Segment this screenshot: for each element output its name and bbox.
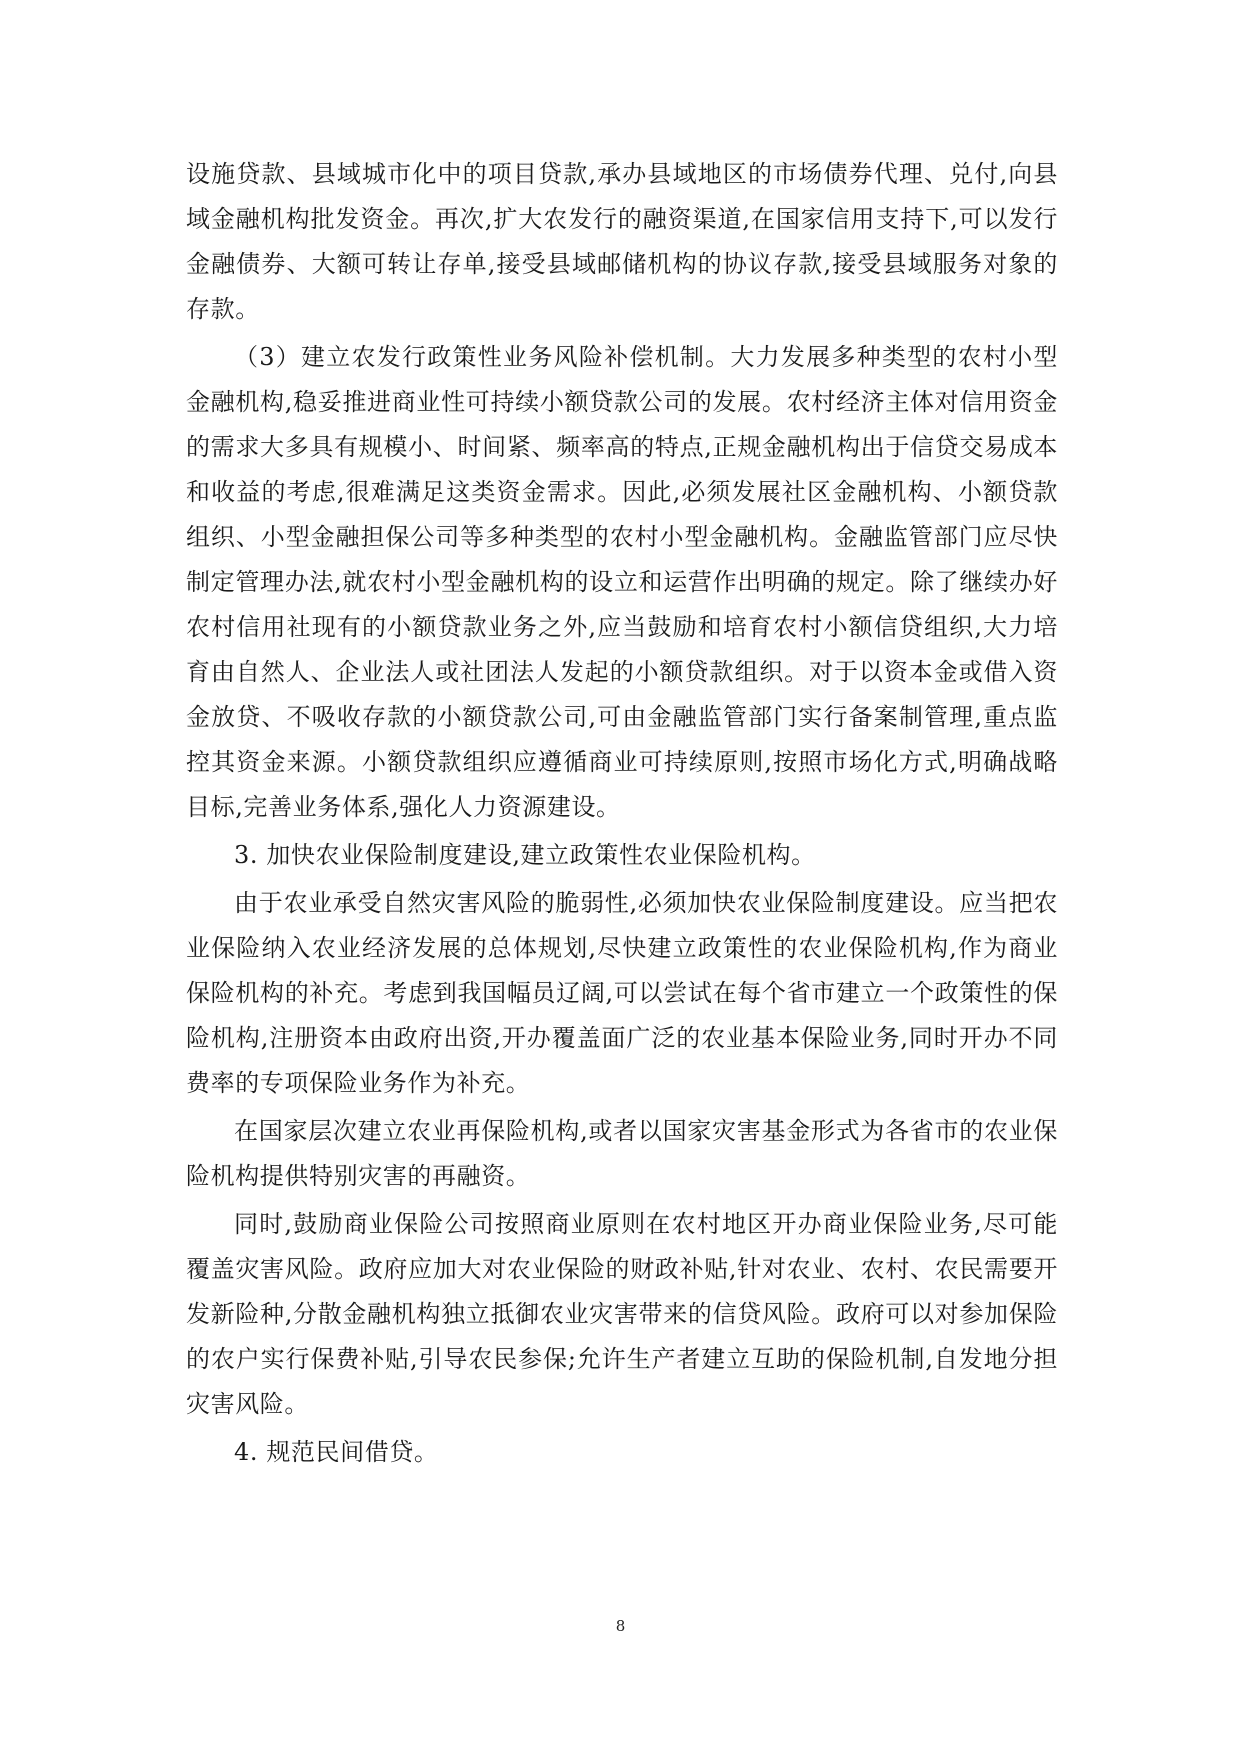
paragraph-continuation: 设施贷款、县域城市化中的项目贷款,承办县域地区的市场债券代理、兑付,向县域金融机构批发资金。再次,扩大农发行的融资渠道,在国家信用支持下,可以发行金融债券、大额可转让存单,接受县域邮储机构的协议存款,接受县域服务对象的存款。 [186, 160, 1058, 323]
heading-agricultural-insurance: 3. 加快农业保险制度建设,建立政策性农业保险机构。 [234, 841, 816, 869]
paragraph-reinsurance: 在国家层次建立农业再保险机构,或者以国家灾害基金形式为各省市的农业保险机构提供特别灾害的再融资。 [186, 1117, 1058, 1190]
paragraph-risk-compensation: （3）建立农发行政策性业务风险补偿机制。大力发展多种类型的农村小型金融机构,稳妥推进商业性可持续小额贷款公司的发展。农村经济主体对信用资金的需求大多具有规模小、时间紧、频率高的特点,正规金融机构出于信贷交易成本和收益的考虑,很难满足这类资金需求。因此,必须发展社区金融机构、小额贷款组织、小型金融担保公司等多种类型的农村小型金融机构。金融监管部门应尽快制定管理办法,就农村小型金融机构的设立和运营作出明确的规定。除了继续办好农村信用社现有的小额贷款业务之外,应当鼓励和培育农村小额信贷组织,大力培育由自然人、企业法人或社团法人发起的小额贷款组织。对于以资本金或借入资金放贷、不吸收存款的小额贷款公司,可由金融监管部门实行备案制管理,重点监控其资金来源。小额贷款组织应遵循商业可持续原则,按照市场化方式,明确战略目标,完善业务体系,强化人力资源建设。 [186, 343, 1058, 821]
paragraph-commercial-insurance: 同时,鼓励商业保险公司按照商业原则在农村地区开办商业保险业务,尽可能覆盖灾害风险。政府应加大对农业保险的财政补贴,针对农业、农村、农民需要开发新险种,分散金融机构独立抵御农业灾害带来的信贷风险。政府可以对参加保险的农户实行保费补贴,引导农民参保;允许生产者建立互助的保险机制,自发地分担灾害风险。 [186, 1210, 1058, 1418]
document-body [186, 152, 1058, 1478]
paragraph-insurance-system: 由于农业承受自然灾害风险的脆弱性,必须加快农业保险制度建设。应当把农业保险纳入农业经济发展的总体规划,尽快建立政策性的农业保险机构,作为商业保险机构的补充。考虑到我国幅员辽阔,可以尝试在每个省市建立一个政策性的保险机构,注册资本由政府出资,开办覆盖面广泛的农业基本保险业务,同时开办不同费率的专项保险业务作为补充。 [186, 889, 1058, 1097]
heading-private-lending: 4. 规范民间借贷。 [234, 1438, 439, 1466]
page-number: 8 [615, 1617, 626, 1635]
